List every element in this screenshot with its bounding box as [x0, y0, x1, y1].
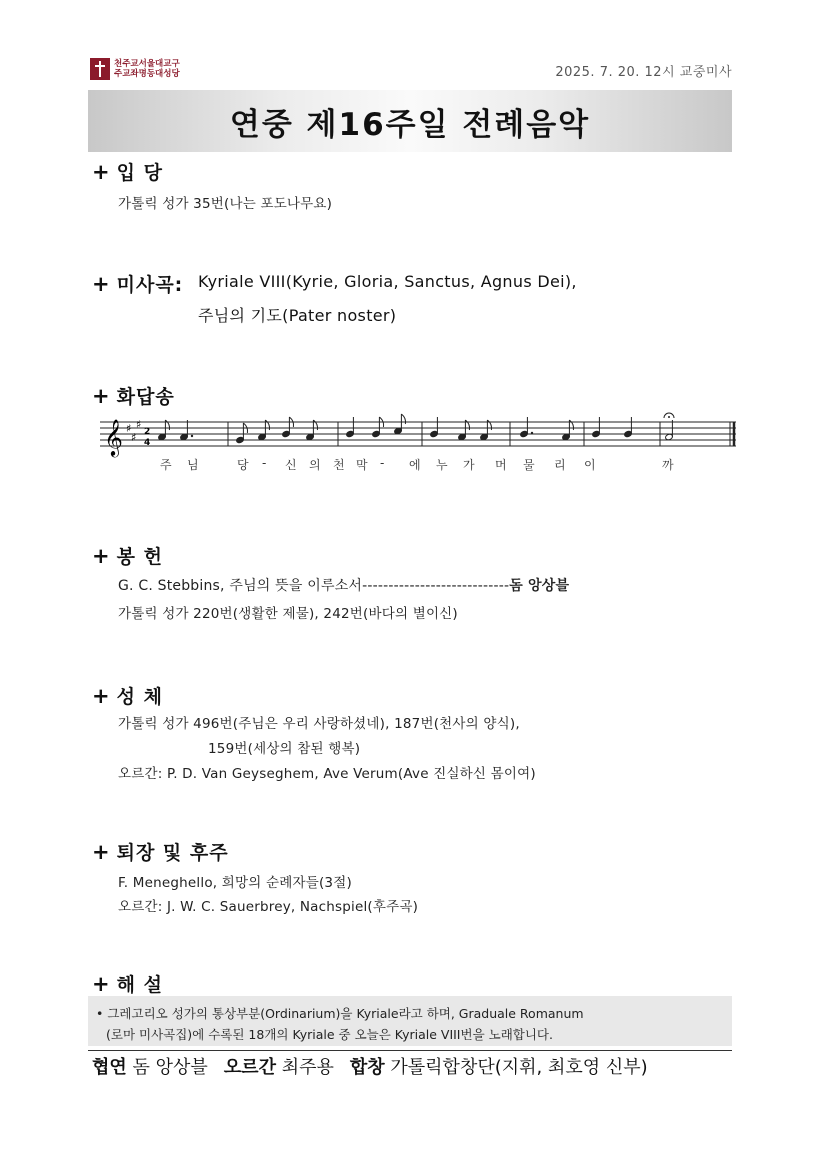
credits: 협연 돔 앙상블 오르간 최주용 합창 가톨릭합창단(지휘, 최호영 신부)	[92, 1057, 648, 1078]
logo-text: 천주교서울대교구 주교좌명동대성당	[114, 59, 180, 79]
commentary-line2: (로마 미사곡집)에 수록된 18개의 Kyriale 중 오늘은 Kyriale VIII번을 노래합니다.	[106, 1027, 553, 1042]
lyric-syllable: 물	[523, 458, 535, 472]
recessional-line1: F. Meneghello, 희망의 순례자들(3절)	[118, 875, 352, 891]
cross-plus-icon: +	[92, 840, 111, 864]
key-sharp-icon: ♯	[131, 431, 137, 444]
divider	[88, 1050, 732, 1051]
cross-plus-icon: +	[92, 684, 111, 708]
treble-clef-icon: 𝄞	[104, 418, 123, 456]
psalm-score	[100, 412, 740, 460]
commentary-line1: • 그레고리오 성가의 통상부분(Ordinarium)을 Kyriale라고 하며, Graduale Romanum	[96, 1006, 584, 1021]
entrance-hymn: 가톨릭 성가 35번(나는 포도나무요)	[118, 196, 333, 212]
mass-setting-line2: 주님의 기도(Pater noster)	[198, 306, 397, 325]
lyric-syllable: 까	[662, 458, 674, 472]
lyric-syllable: 누	[436, 458, 448, 472]
page-title: 연중 제16주일 전례음악	[229, 106, 591, 143]
lyric-syllable: 당	[237, 458, 249, 472]
recessional-line2: 오르간: J. W. C. Sauerbrey, Nachspiel(후주곡)	[118, 899, 419, 915]
lyric-syllable: 가	[463, 458, 475, 472]
key-sharp-icon: ♯	[136, 418, 142, 431]
lyric-syllable: 주	[160, 458, 172, 472]
lyric-syllable: 머	[495, 458, 507, 472]
time-signature: 2	[144, 427, 151, 437]
note-dot	[191, 435, 193, 437]
note-dot	[531, 432, 533, 434]
lyric-syllable: 의	[309, 458, 321, 472]
section-commentary-heading: + 해 설	[92, 972, 163, 996]
key-sharp-icon: ♯	[126, 422, 132, 435]
lyric-syllable: 신	[285, 458, 297, 472]
cross-plus-icon: +	[92, 384, 111, 408]
lyric-syllable: -	[380, 456, 385, 470]
communion-line3: 오르간: P. D. Van Geyseghem, Ave Verum(Ave 진실하신 몸이여)	[118, 766, 536, 782]
section-recessional-heading: + 퇴장 및 후주	[92, 840, 229, 864]
commentary-box	[88, 996, 732, 1046]
score-notes	[158, 414, 674, 444]
fermata-dot	[668, 416, 670, 418]
section-mass-heading: + 미사곡:	[92, 272, 184, 296]
mass-date: 2025. 7. 20. 12시 교중미사	[555, 65, 732, 80]
offertory-line2: 가톨릭 성가 220번(생활한 제물), 242번(바다의 별이신)	[118, 606, 458, 622]
mass-setting-line1: Kyriale VIII(Kyrie, Gloria, Sanctus, Agnus Dei),	[198, 272, 577, 291]
lyric-syllable: 천	[333, 458, 345, 472]
section-communion-heading: + 성 체	[92, 684, 163, 708]
lyric-syllable: -	[262, 456, 267, 470]
lyric-syllable: 님	[187, 458, 199, 472]
cross-plus-icon: +	[92, 272, 111, 296]
time-signature: 4	[144, 438, 151, 448]
title-band	[88, 90, 732, 152]
offertory-line1: G. C. Stebbins, 주님의 뜻을 이루소서----------------------------돔 앙상블	[118, 578, 570, 594]
section-entrance-heading: + 입 당	[92, 160, 163, 184]
cross-plus-icon: +	[92, 160, 111, 184]
cross-plus-icon: +	[92, 544, 111, 568]
communion-line1: 가톨릭 성가 496번(주님은 우리 사랑하셨네), 187번(천사의 양식),	[118, 716, 520, 732]
lyric-syllable: 에	[409, 458, 421, 472]
communion-line2: 159번(세상의 참된 행복)	[208, 741, 361, 757]
logo	[90, 58, 180, 80]
lyric-syllable: 막	[356, 458, 368, 472]
lyric-syllable: 리	[554, 458, 566, 472]
section-offertory-heading: + 봉 헌	[92, 544, 163, 568]
section-psalm-heading: + 화답송	[92, 384, 175, 408]
cross-plus-icon: +	[92, 972, 111, 996]
cathedral-logo-icon	[90, 58, 110, 80]
lyric-syllable: 이	[584, 458, 596, 472]
